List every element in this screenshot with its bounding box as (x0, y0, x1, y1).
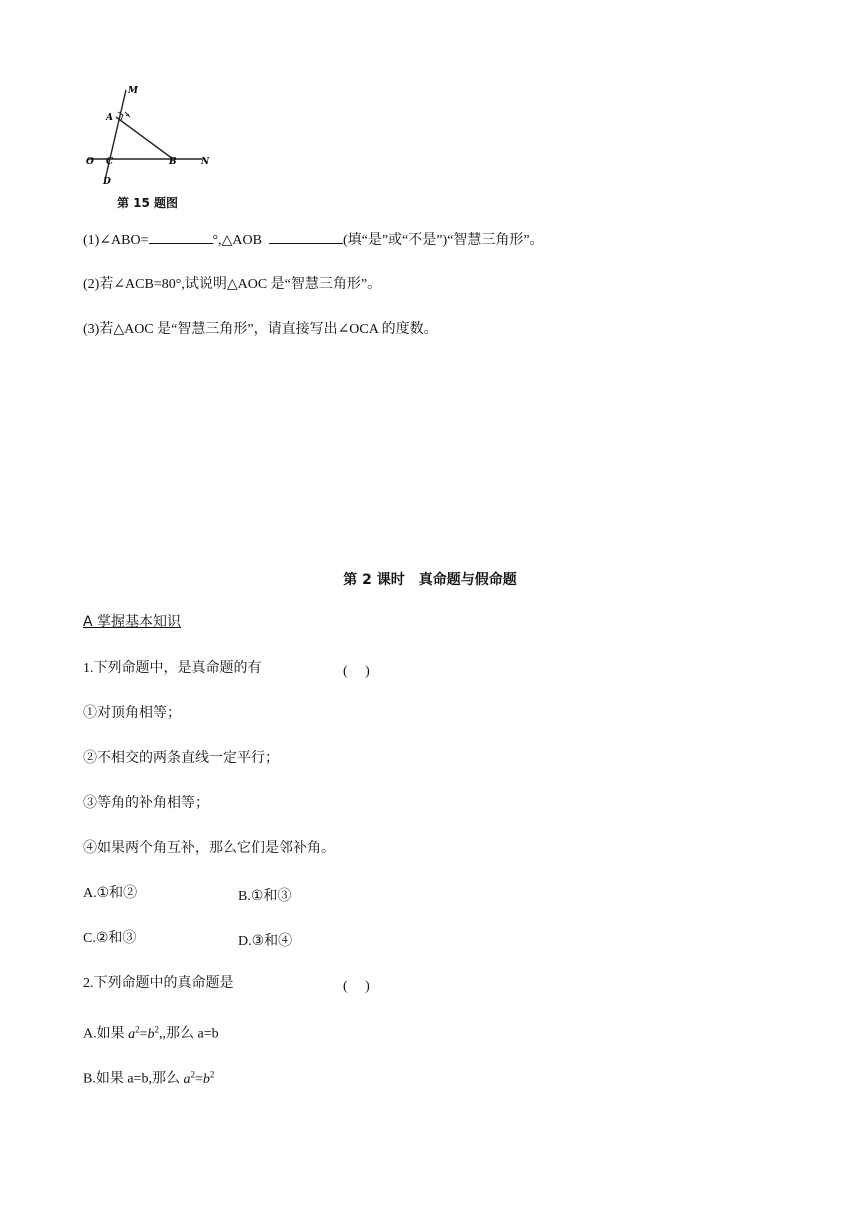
q1-answer-paren[interactable]: ( ) (343, 664, 370, 679)
label-m: M (128, 86, 138, 96)
q15-p1-text-c: (填“是”或“不是”)“智慧三角形”。 (342, 233, 544, 248)
label-b: B (169, 157, 177, 167)
q1-item-4: ④如果两个角互补，那么它们是邻补角。 (83, 841, 335, 856)
q1-item-1: ①对顶角相等； (83, 706, 181, 721)
label-d: D (103, 177, 111, 187)
label-c: C (106, 157, 114, 167)
q15-p1-text-b: °,△AOB (212, 233, 266, 248)
figure-svg (84, 80, 216, 190)
q1-item-2: ②不相交的两条直线一定平行； (83, 751, 279, 766)
q2-answer-paren[interactable]: ( ) (343, 979, 370, 994)
q15-part-1 (83, 230, 544, 250)
label-a: A (106, 113, 113, 123)
q2-a-suffix: ,,那么 a=b (159, 1026, 219, 1042)
q1-item-3: ③等角的补角相等； (83, 796, 209, 811)
q2-option-b (83, 1065, 214, 1089)
q1-option-b: B.①和③ (238, 889, 292, 904)
lesson-title: 第 2 课时 真命题与假命题 (343, 572, 517, 588)
q2-option-a (83, 1020, 219, 1044)
q1-stem: 1.下列命题中，是真命题的有 (83, 661, 262, 676)
q2-a-prefix: A.如果 (83, 1026, 129, 1042)
q15-part-2: (2)若∠ACB=80°,试说明△AOC 是“智慧三角形”。 (83, 277, 382, 292)
q1-option-c: C.②和③ (83, 931, 137, 946)
answer-blank-2[interactable] (269, 230, 343, 244)
label-n: N (201, 157, 210, 167)
q15-p1-text-a: (1)∠ABO= (83, 233, 149, 248)
segment-ab (116, 117, 173, 159)
q2-b-prefix: B.如果 a=b,那么 (83, 1071, 184, 1087)
geometry-figure (84, 80, 216, 190)
answer-blank-1[interactable] (149, 230, 213, 244)
math-a2-eq-b2: $a^2=b^2$ (128, 1024, 160, 1042)
section-a-heading: A 掌握基本知识 (83, 614, 182, 630)
q1-option-a: A.①和② (83, 886, 138, 901)
q2-stem: 2.下列命题中的真命题是 (83, 976, 234, 991)
math-a2-eq-b2: $a^2=b^2$ (183, 1069, 215, 1087)
q15-part-3: (3)若△AOC 是“智慧三角形”，请直接写出∠OCA 的度数。 (83, 322, 438, 337)
q1-option-d: D.③和④ (238, 934, 293, 949)
label-o: O (86, 157, 94, 167)
figure-caption: 第 15 题图 (117, 196, 179, 210)
